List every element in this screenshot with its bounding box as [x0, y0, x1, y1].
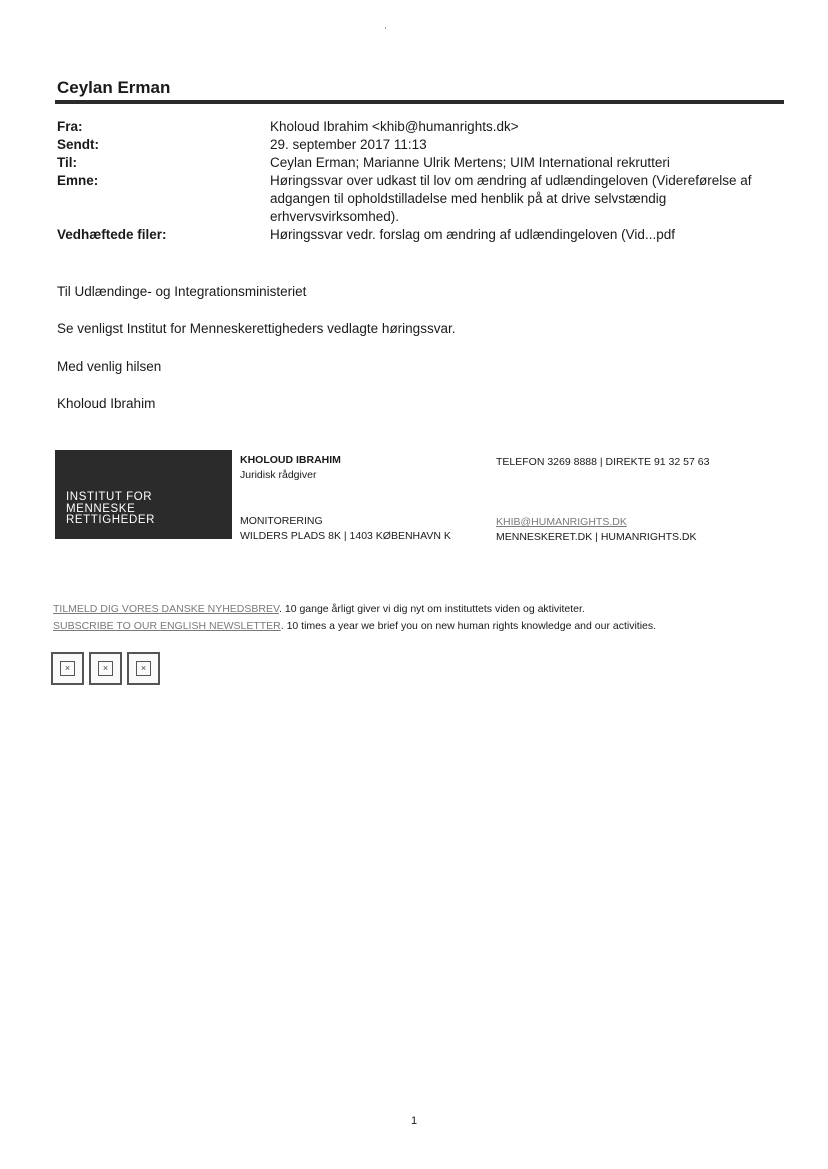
danish-newsletter-link[interactable]: TILMELD DIG VORES DANSKE NYHEDSBREV — [53, 603, 280, 615]
to-label: Til: — [57, 155, 77, 170]
signature-title: Juridisk rådgiver — [240, 469, 317, 481]
signature-email-link[interactable]: KHIB@HUMANRIGHTS.DK — [496, 516, 627, 528]
from-value: Kholoud Ibrahim <khib@humanrights.dk> — [270, 119, 519, 134]
scan-speck — [385, 27, 386, 29]
newsletter-danish — [53, 603, 585, 615]
signature-department: MONITORERING — [240, 515, 323, 527]
attachments-label: Vedhæftede filer: — [57, 227, 167, 242]
message-line: Se venligst Institut for Menneskerettigheders vedlagte høringssvar. — [57, 321, 456, 336]
danish-newsletter-text: . 10 gange årligt giver vi dig nyt om instituttets viden og aktiviteter. — [279, 603, 585, 615]
signature-address-block — [240, 514, 451, 544]
english-newsletter-text: . 10 times a year we brief you on new human rights knowledge and our activities. — [280, 620, 657, 632]
to-row — [57, 154, 777, 172]
broken-image-icon[interactable] — [51, 652, 84, 685]
signature-links — [496, 515, 697, 545]
greeting-line: Til Udlændinge- og Integrationsministeriet — [57, 284, 307, 299]
signoff-line: Kholoud Ibrahim — [57, 396, 156, 411]
institute-logo — [55, 450, 232, 539]
logo-line: INSTITUT FOR — [66, 491, 153, 503]
signature-websites: MENNESKERET.DK | HUMANRIGHTS.DK — [496, 531, 697, 543]
signature-phone: TELEFON 3269 8888 | DIREKTE 91 32 57 63 — [496, 456, 710, 468]
subject-row — [57, 172, 777, 226]
closing-line: Med venlig hilsen — [57, 359, 162, 374]
signature-address: WILDERS PLADS 8K | 1403 KØBENHAVN K — [240, 530, 451, 542]
subject-label: Emne: — [57, 173, 99, 188]
logo-line: RETTIGHEDER — [66, 514, 156, 526]
sent-label: Sendt: — [57, 137, 99, 152]
mailbox-owner-name: Ceylan Erman — [57, 78, 171, 97]
signature-name: KHOLOUD IBRAHIM — [240, 454, 341, 466]
to-value: Ceylan Erman; Marianne Ulrik Mertens; UIM International rekrutteri — [270, 155, 670, 170]
email-header — [57, 118, 777, 244]
english-newsletter-link[interactable]: SUBSCRIBE TO OUR ENGLISH NEWSLETTER — [53, 620, 281, 632]
broken-image-glyph: × — [60, 661, 75, 676]
broken-image-glyph: × — [98, 661, 113, 676]
subject-value: Høringssvar over udkast til lov om ændring af udlændingeloven (Videreførelse af adgangen til opholdstilladelse med henblik på at drive selvstændig erhvervsvirksomhed). — [270, 173, 752, 224]
sent-value: 29. september 2017 11:13 — [270, 137, 427, 152]
page-number: 1 — [410, 1115, 418, 1127]
broken-image-icon[interactable] — [89, 652, 122, 685]
sent-row — [57, 136, 777, 154]
broken-image-glyph: × — [136, 661, 151, 676]
attachments-row — [57, 226, 777, 244]
from-row — [57, 118, 777, 136]
newsletter-english — [53, 620, 656, 632]
logo-line: MENNESKE — [66, 502, 136, 515]
signature-contact — [240, 453, 341, 483]
header-divider — [55, 100, 784, 104]
broken-image-icon[interactable] — [127, 652, 160, 685]
attachment-file[interactable]: Høringssvar vedr. forslag om ændring af udlændingeloven (Vid...pdf — [270, 227, 675, 242]
from-label: Fra: — [57, 119, 83, 134]
